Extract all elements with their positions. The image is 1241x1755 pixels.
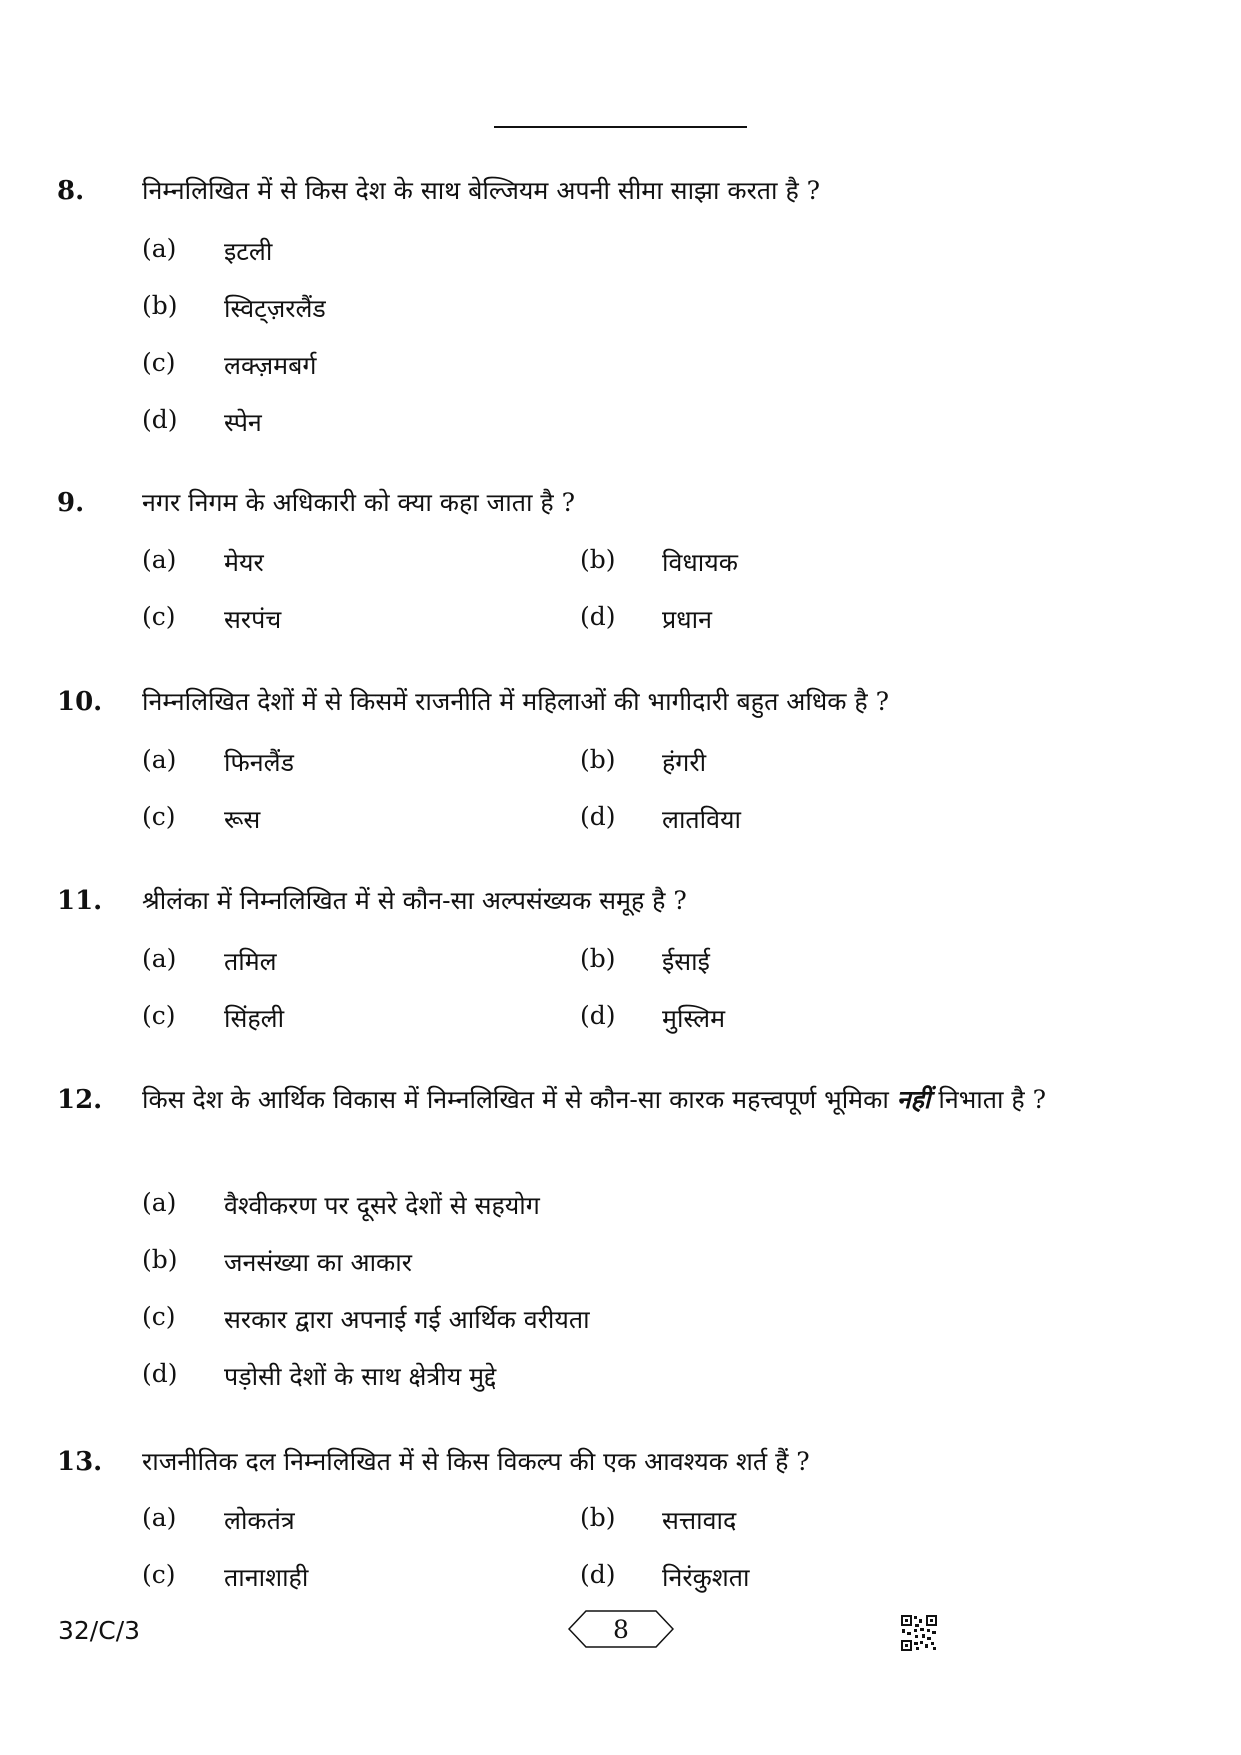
question-text-part: निभाता है ?: [930, 1085, 1047, 1114]
option-label: (b): [580, 1503, 616, 1532]
option-text: रूस: [224, 805, 261, 834]
option-text: फिनलैंड: [224, 748, 294, 777]
option-label: (d): [580, 602, 616, 631]
question-number: 11.: [57, 886, 103, 916]
option-label: (c): [142, 348, 176, 377]
question-text: निम्नलिखित देशों में से किसमें राजनीति में महिलाओं की भागीदारी बहुत अधिक है ?: [142, 687, 889, 716]
option-text: इटली: [224, 237, 273, 266]
option-text: तानाशाही: [224, 1563, 309, 1592]
option-text: स्पेन: [224, 408, 262, 437]
option-label: (d): [580, 802, 616, 831]
option-label: (b): [580, 745, 616, 774]
question-number: 8.: [57, 176, 85, 206]
option-text: लक्ज़मबर्ग: [224, 351, 317, 380]
option-label: (a): [142, 545, 177, 574]
option-label: (c): [142, 1560, 176, 1589]
option-label: (b): [142, 1245, 178, 1274]
option-label: (c): [142, 802, 176, 831]
option-label: (a): [142, 745, 177, 774]
option-text: तमिल: [224, 947, 277, 976]
option-text: सरकार द्वारा अपनाई गई आर्थिक वरीयता: [224, 1305, 590, 1334]
option-text: सरपंच: [224, 605, 282, 634]
option-label: (b): [580, 545, 616, 574]
option-label: (d): [580, 1560, 616, 1589]
option-text: मेयर: [224, 548, 264, 577]
page-number-box: [568, 1609, 674, 1649]
question-text: नगर निगम के अधिकारी को क्या कहा जाता है ?: [142, 488, 576, 517]
question-text: निम्नलिखित में से किस देश के साथ बेल्जियम अपनी सीमा साझा करता है ?: [142, 176, 821, 205]
option-label: (a): [142, 1188, 177, 1217]
emphasis-word: नहीं: [896, 1085, 931, 1114]
option-text: वैश्वीकरण पर दूसरे देशों से सहयोग: [224, 1191, 540, 1220]
question-number: 10.: [57, 687, 103, 717]
option-text: सत्तावाद: [662, 1506, 737, 1535]
option-label: (c): [142, 1001, 176, 1030]
option-text: प्रधान: [662, 605, 712, 634]
option-text: लातविया: [662, 805, 742, 834]
option-label: (a): [142, 1503, 177, 1532]
question-number: 13.: [57, 1447, 103, 1477]
option-label: (c): [142, 1302, 176, 1331]
option-label: (b): [580, 944, 616, 973]
option-text: हंगरी: [662, 748, 707, 777]
option-label: (c): [142, 602, 176, 631]
option-text: लोकतंत्र: [224, 1506, 295, 1535]
qr-code-icon: [900, 1614, 938, 1652]
option-label: (a): [142, 944, 177, 973]
option-text: मुस्लिम: [662, 1004, 726, 1033]
question-text: राजनीतिक दल निम्नलिखित में से किस विकल्प की एक आवश्यक शर्त हैं ?: [142, 1447, 810, 1476]
question-text-part: किस देश के आर्थिक विकास में निम्नलिखित में से कौन-सा कारक महत्त्वपूर्ण भूमिका: [142, 1085, 889, 1114]
option-text: स्विट्ज़रलैंड: [224, 294, 326, 323]
question-number: 9.: [57, 488, 85, 518]
question-number: 12.: [57, 1085, 103, 1115]
option-label: (d): [142, 405, 178, 434]
option-label: (d): [142, 1359, 178, 1388]
option-text: जनसंख्या का आकार: [224, 1248, 412, 1277]
option-text: पड़ोसी देशों के साथ क्षेत्रीय मुद्दे: [224, 1362, 497, 1391]
paper-code: 32/C/3: [58, 1616, 141, 1645]
option-text: ईसाई: [662, 947, 710, 976]
option-text: सिंहली: [224, 1004, 285, 1033]
top-rule: [494, 126, 747, 128]
option-label: (b): [142, 291, 178, 320]
page-number: 8: [613, 1615, 629, 1644]
option-label: (d): [580, 1001, 616, 1030]
option-text: विधायक: [662, 548, 738, 577]
option-label: (a): [142, 234, 177, 263]
question-text: श्रीलंका में निम्नलिखित में से कौन-सा अल्पसंख्यक समूह है ?: [142, 886, 687, 915]
option-text: निरंकुशता: [662, 1563, 750, 1592]
question-text: [142, 1073, 1097, 1127]
